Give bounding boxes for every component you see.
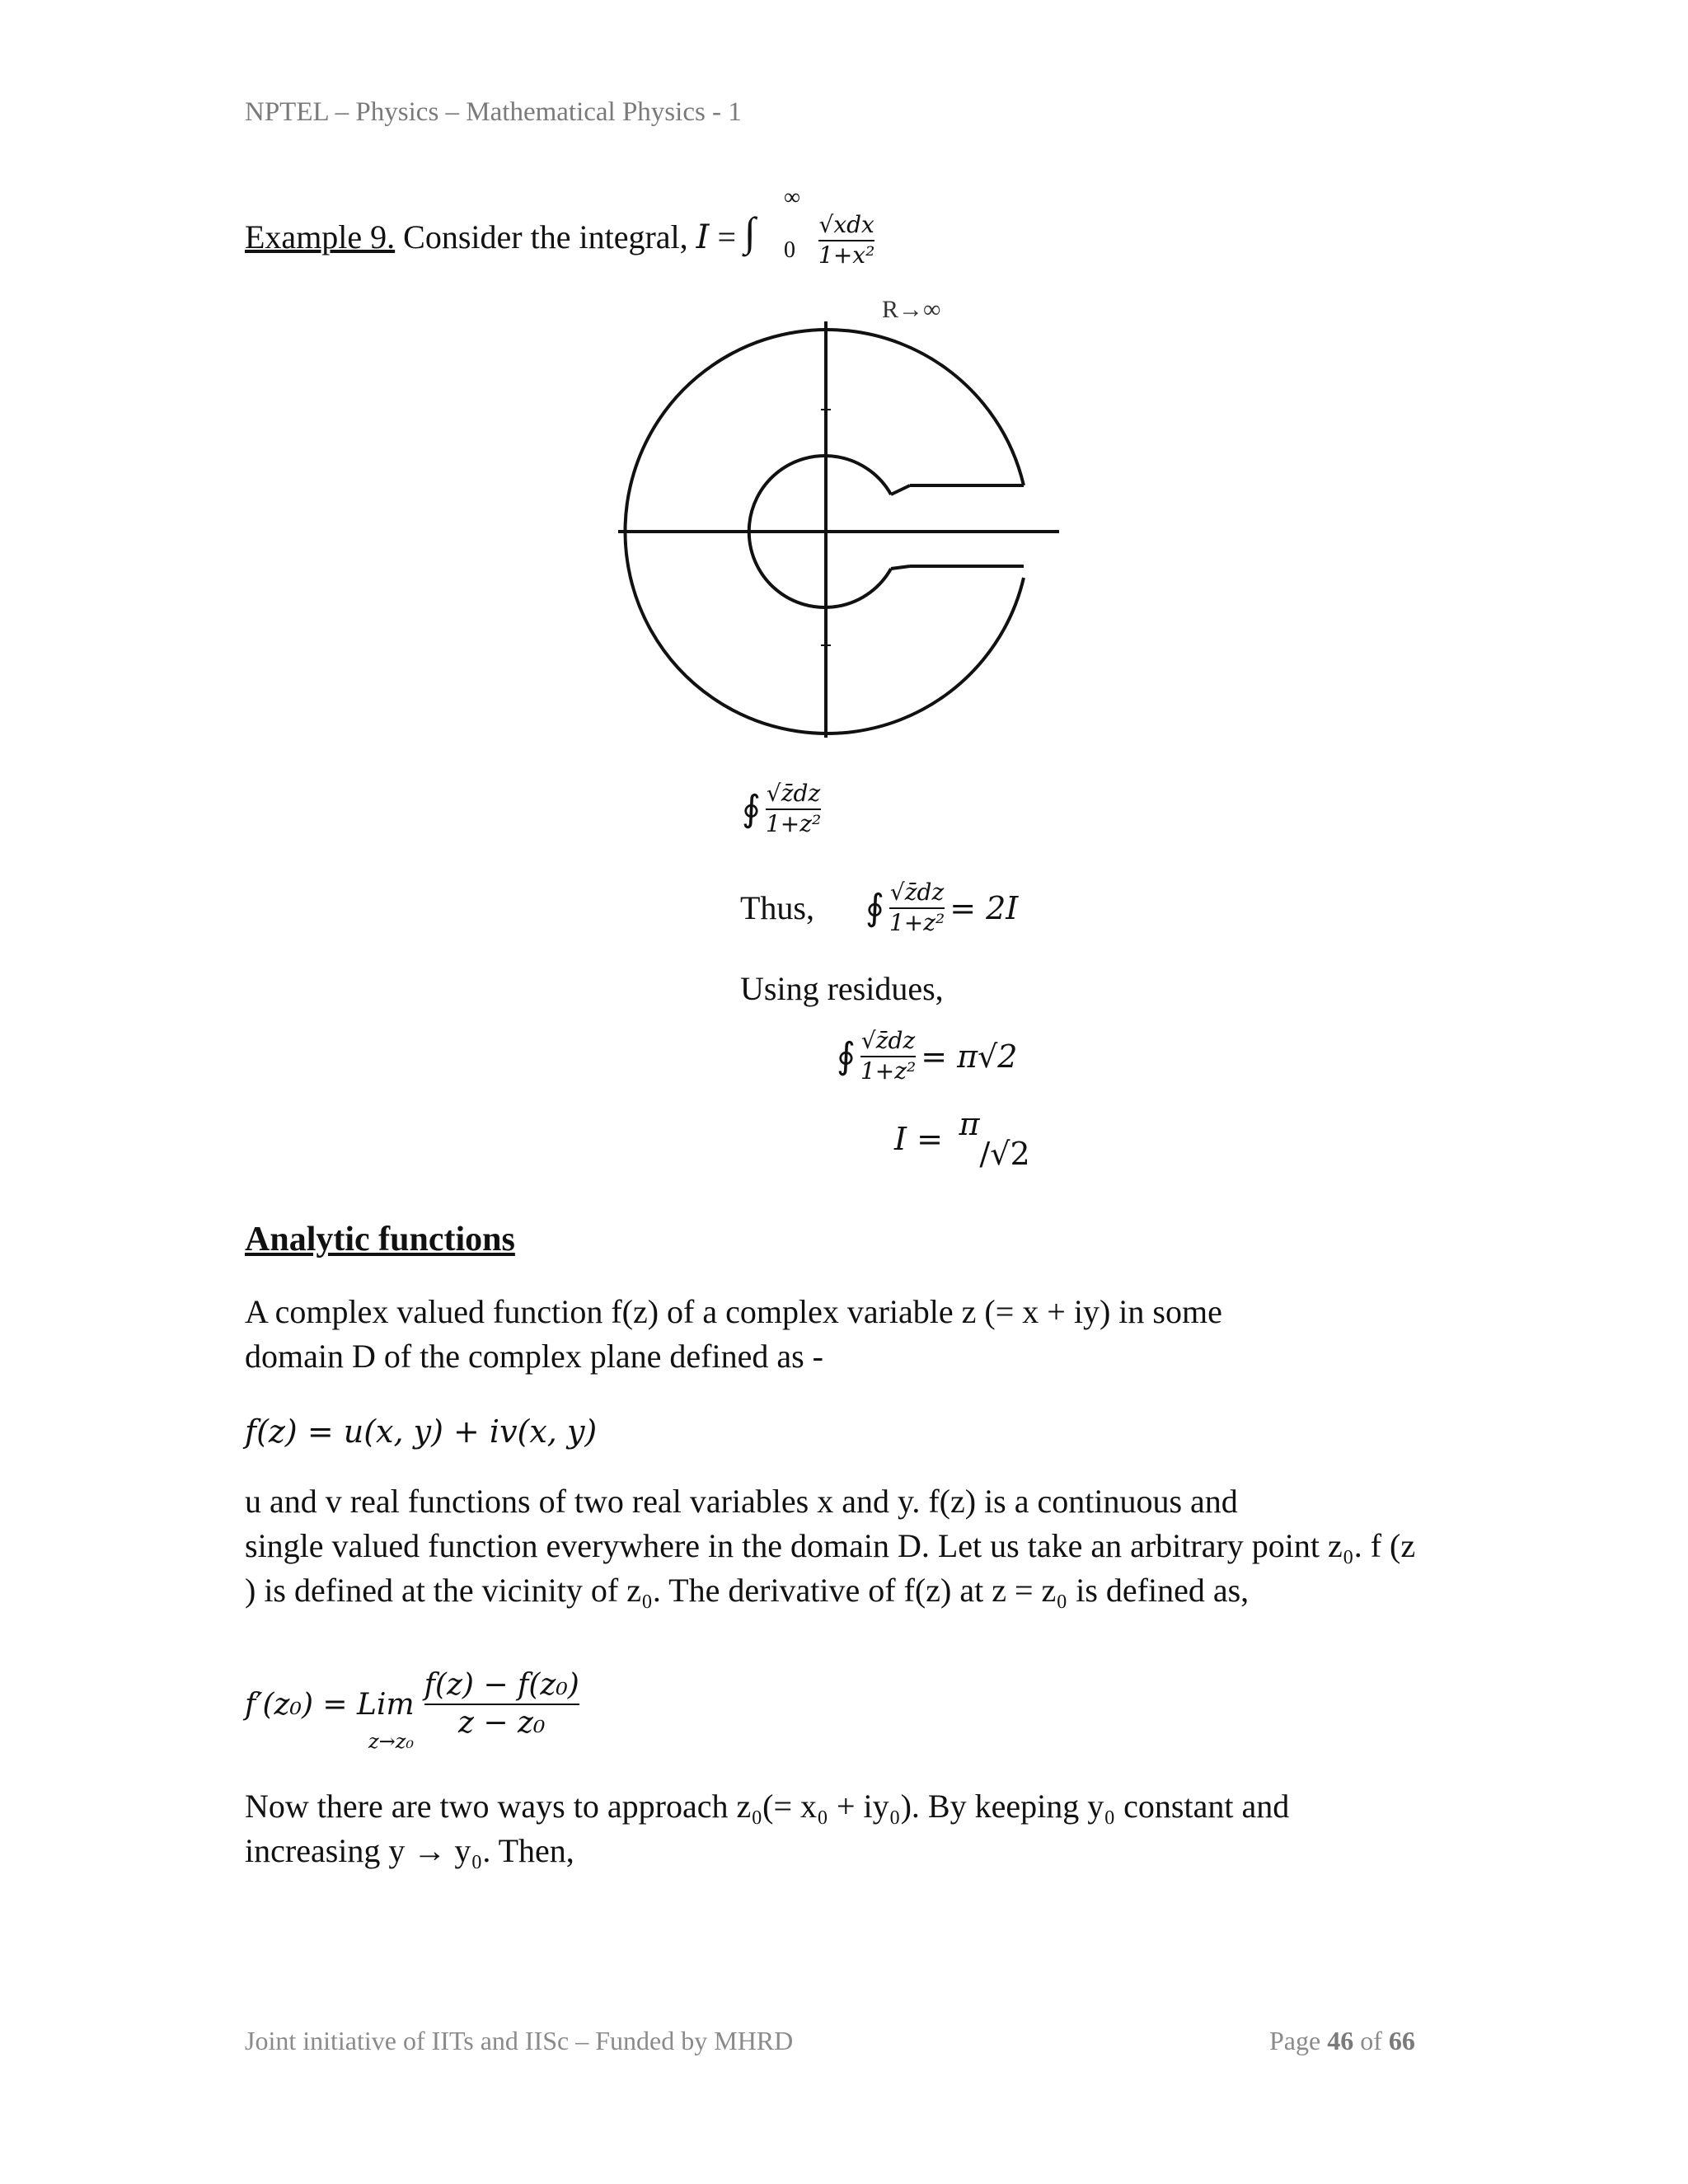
eq4-rhs: = π√2	[921, 1038, 1018, 1075]
contour-integral-3	[837, 1029, 1018, 1085]
contour-integral-sign: ∮	[837, 1036, 856, 1077]
example-intro: Consider the integral,	[395, 218, 696, 255]
eq1-numerator: √z̄dz	[766, 780, 821, 807]
eq4-denominator: 1+z²	[860, 1057, 917, 1085]
limit-subscript: z→z₀	[368, 1729, 415, 1753]
eq2-numerator: √z̄dz	[889, 879, 945, 906]
using-residues-label: Using residues,	[740, 970, 944, 1007]
section-heading: Analytic functions	[245, 1221, 515, 1258]
paragraph-2	[245, 1479, 1436, 1613]
derivative-definition	[245, 1668, 579, 1753]
paragraph-2-line-2: single valued function everywhere in the domain D. Let us take an arbitrary point z₀. f (z	[245, 1527, 1416, 1564]
eq1-denominator: 1+z²	[765, 809, 822, 837]
paragraph-3-line-1: Now there are two ways to approach z₀(= x₀ + iy₀). By keeping y₀ constant and	[245, 1788, 1290, 1825]
derivative-numerator: f(z) − f(z₀)	[424, 1668, 579, 1702]
derivative-denominator: z − z₀	[458, 1705, 546, 1740]
radius-limit-label: R→∞	[882, 301, 941, 323]
current-page: 46	[1327, 2026, 1354, 2055]
paragraph-1-line-2: domain D of the complex plane defined as -	[245, 1338, 823, 1375]
result-equation	[894, 1106, 1030, 1172]
footer-credit: Joint initiative of IITs and IISc – Funded by MHRD	[245, 2026, 794, 2055]
contour-integral-sign: ∮	[742, 789, 761, 830]
integral-sign: ∫	[744, 208, 756, 255]
eq4-numerator: √z̄dz	[860, 1027, 916, 1054]
example-statement: Example 9. Consider the integral, I = ∫ ∞ 0 $\frac{\text{√xdx}}{\text{1+x²}}$	[245, 184, 875, 269]
integral-lower-limit: 0	[784, 237, 796, 263]
derivative-lhs: f′(z₀) = Lim	[245, 1687, 415, 1722]
total-pages: 66	[1388, 2026, 1415, 2055]
page-number	[1269, 2026, 1415, 2056]
paragraph-2-line-3: ) is defined at the vicinity of z₀. The derivative of f(z) at z = z₀ is defined as,	[245, 1572, 1250, 1609]
cut-upper-join	[891, 485, 910, 494]
integral-numerator: √xdx	[818, 211, 874, 238]
page-of: of	[1353, 2026, 1389, 2055]
function-definition-equation: f(z) = u(x, y) + iv(x, y)	[245, 1413, 598, 1450]
contour-integral-2	[865, 880, 1018, 936]
eq2-rhs: = 2I	[950, 889, 1019, 926]
paragraph-1	[245, 1290, 1432, 1379]
result-denominator: /√2	[979, 1136, 1030, 1172]
page-prefix: Page	[1269, 2026, 1328, 2055]
integral-upper-limit: ∞	[784, 184, 800, 210]
fraction-bar	[424, 1704, 579, 1705]
eq2-denominator: 1+z²	[889, 908, 945, 936]
cut-lower-join	[891, 566, 910, 569]
contour-integral-1	[742, 781, 821, 837]
contour-integral-sign: ∮	[865, 888, 884, 929]
thus-label: Thus,	[740, 889, 814, 926]
paragraph-2-line-1: u and v real functions of two real variables x and y. f(z) is a continuous and	[245, 1483, 1238, 1520]
integral-lhs: I	[696, 218, 710, 256]
page-header: NPTEL – Physics – Mathematical Physics - 1	[245, 97, 742, 127]
integral-denominator: 1+x²	[818, 241, 875, 269]
result-numerator: π	[959, 1106, 980, 1142]
paragraph-3-line-2: increasing y → y₀. Then,	[245, 1832, 574, 1869]
paragraph-3	[245, 1784, 1432, 1873]
paragraph-1-line-1: A complex valued function f(z) of a complex variable z (= x + iy) in some	[245, 1293, 1222, 1330]
keyhole-contour-diagram	[602, 301, 1071, 762]
example-label: Example 9.	[245, 218, 396, 255]
result-lhs: I =	[894, 1121, 943, 1157]
